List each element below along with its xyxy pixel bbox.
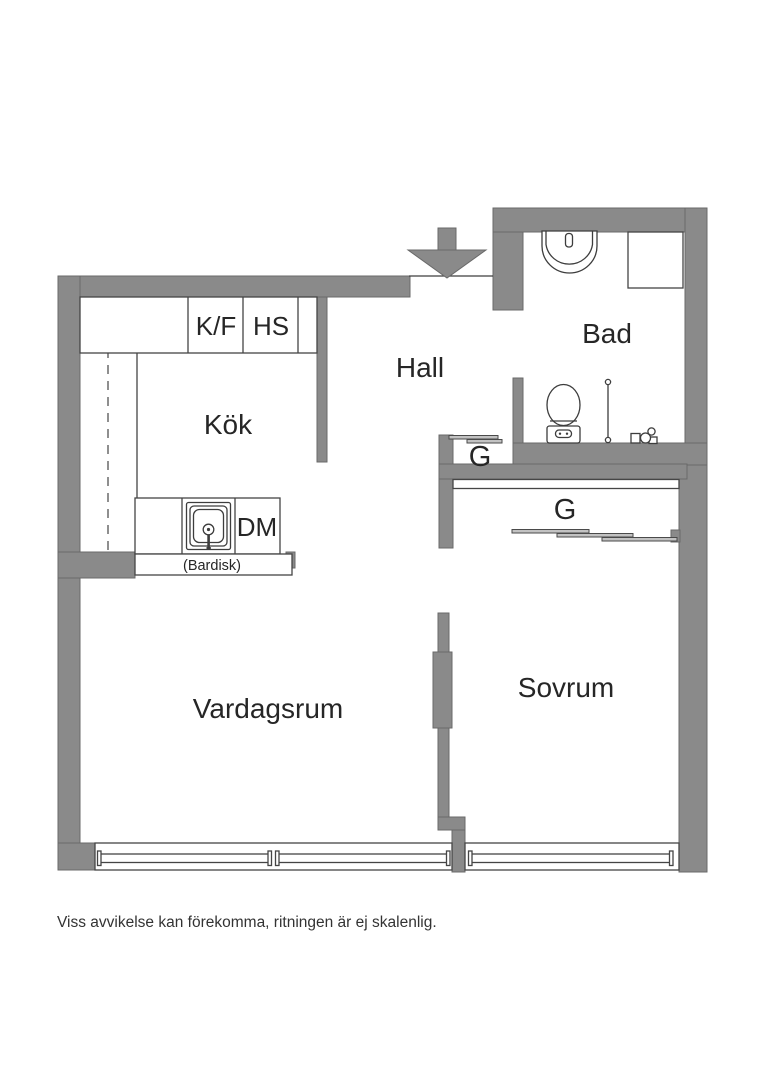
wall-top-east [493, 208, 707, 232]
basin-faucet [566, 234, 573, 248]
sliding-door-bar [557, 534, 633, 538]
window-band-bedroom [465, 843, 679, 870]
toilet-bowl [547, 385, 580, 426]
kitchen-sink-icon [187, 503, 231, 551]
window-band-livingroom [95, 843, 452, 870]
room-label-kok: Kök [203, 408, 253, 440]
sliding-door-bar [602, 538, 677, 542]
toilet-flush [556, 430, 572, 438]
wall-bath-west-upper [493, 232, 523, 310]
window-pane [277, 854, 449, 863]
wall-left-kitchen-stub [58, 552, 135, 578]
bar-counter-label: (Bardisk) [182, 558, 242, 575]
sink-faucet-dot [207, 528, 210, 531]
hall-wardrobe-label: G [468, 441, 492, 474]
valve-box [631, 434, 640, 444]
disclaimer-text: Viss avvikelse kan förekomma, ritningen är ej skalenlig. [57, 914, 437, 931]
sink-faucet-foot [207, 547, 211, 550]
entrance-arrow-head [408, 250, 486, 278]
wall-kitchen-hall [317, 297, 327, 462]
wall-top-west [58, 276, 410, 297]
towel-rail-end [605, 379, 610, 384]
room-label-bad: Bad [582, 317, 632, 349]
wall-mid-lower [438, 728, 449, 817]
wall-right-lower [679, 465, 707, 872]
bar-counter [135, 554, 292, 575]
window-pane-cap [670, 851, 674, 866]
wardrobe-back-band [453, 480, 679, 489]
window-pane-cap [447, 851, 451, 866]
window-pane-cap [268, 851, 272, 866]
valve-wheel-small [648, 428, 655, 435]
sink-faucet-stem [207, 535, 210, 548]
entrance-arrow-icon [408, 228, 486, 278]
room-label-hall: Hall [395, 351, 445, 383]
entrance-arrow-stem [438, 228, 456, 251]
wall-mid-jog [438, 817, 465, 830]
kitchen-cabinet-row [80, 297, 317, 353]
window-pane-cap [98, 851, 102, 866]
wall-right-upper [685, 208, 707, 465]
window-pane [470, 854, 672, 863]
water-valve-icon [631, 428, 657, 444]
wall-mid-bottom-stub [452, 830, 465, 872]
sliding-door-bar [449, 436, 498, 440]
window-pane-cap [469, 851, 473, 866]
wall-mid-pillar [433, 652, 452, 728]
bedroom-wardrobe [453, 480, 679, 542]
wall-left-bottom-corner [58, 843, 95, 870]
wall-left-upper [58, 276, 80, 552]
toilet-flush-dot [559, 433, 561, 435]
window-pane-cap [276, 851, 280, 866]
toilet-flush-dot [566, 433, 568, 435]
sliding-door-bar [512, 530, 589, 534]
towel-rail-icon [605, 379, 610, 442]
tall-cabinet-label: HS [252, 311, 290, 342]
room-label-vardagsrum: Vardagsrum [192, 692, 344, 724]
window-pane [99, 854, 270, 863]
bedroom-wardrobe-label: G [553, 494, 577, 527]
wall-bedroom-closet-west [439, 479, 453, 548]
wall-bath-bottom [513, 443, 707, 465]
wall-mid-upper [438, 613, 449, 652]
kitchen-counter [135, 498, 280, 554]
fridge-freezer-label: K/F [195, 311, 237, 342]
room-label-sovrum: Sovrum [517, 671, 615, 703]
dishwasher-label: DM [236, 512, 278, 543]
wall-left-lower [58, 578, 80, 843]
shower-corner-icon [628, 232, 683, 288]
bathroom-sink-icon [542, 231, 597, 273]
toilet-icon [547, 385, 580, 444]
towel-rail-end [605, 437, 610, 442]
